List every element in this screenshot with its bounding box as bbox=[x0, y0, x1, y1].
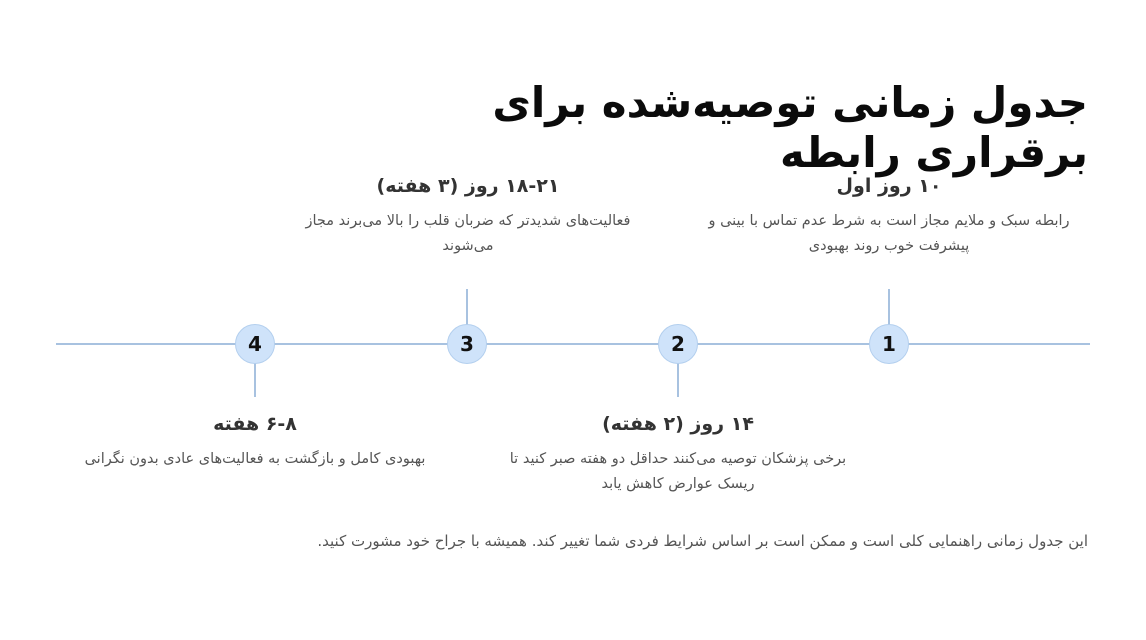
stage-1-text bbox=[700, 174, 1078, 259]
page-title: جدول زمانی توصیه‌شده برای برقراری رابطه bbox=[492, 78, 1088, 178]
stage-2-text bbox=[498, 412, 858, 497]
stage-1-description: رابطه سبک و ملایم مجاز است به شرط عدم تماس با بینی و پیشرفت خوب روند بهبودی bbox=[708, 212, 1070, 255]
stage-3-label: ۱۸-۲۱ روز (۳ هفته) bbox=[376, 175, 560, 197]
connector-stage-3 bbox=[466, 289, 468, 325]
stage-2-marker: 2 bbox=[658, 324, 698, 364]
connector-stage-1 bbox=[888, 289, 890, 325]
stage-3-text bbox=[288, 174, 648, 259]
stage-4-text bbox=[70, 412, 440, 472]
disclaimer-footnote: این جدول زمانی راهنمایی کلی است و ممکن است بر اساس شرایط فردی شما تغییر کند. همیشه با جراح خود مشورت کنید. bbox=[317, 532, 1088, 550]
stage-2-description: برخی پزشکان توصیه می‌کنند حداقل دو هفته صبر کنید تا ریسک عوارض کاهش یابد bbox=[509, 450, 847, 493]
stage-4-label: ۶-۸ هفته bbox=[213, 413, 297, 435]
timeline-line bbox=[56, 343, 1090, 345]
stage-3-description: فعالیت‌های شدیدتر که ضربان قلب را بالا می‌برند مجاز می‌شوند bbox=[305, 212, 631, 255]
stage-3-marker: 3 bbox=[447, 324, 487, 364]
stage-1-label: ۱۰ روز اول bbox=[836, 175, 942, 197]
stage-1-marker: 1 bbox=[869, 324, 909, 364]
connector-stage-2 bbox=[677, 363, 679, 397]
stage-4-marker: 4 bbox=[235, 324, 275, 364]
connector-stage-4 bbox=[254, 363, 256, 397]
stage-4-description: بهبودی کامل و بازگشت به فعالیت‌های عادی بدون نگرانی bbox=[84, 450, 426, 467]
stage-2-label: ۱۴ روز (۲ هفته) bbox=[602, 413, 754, 435]
